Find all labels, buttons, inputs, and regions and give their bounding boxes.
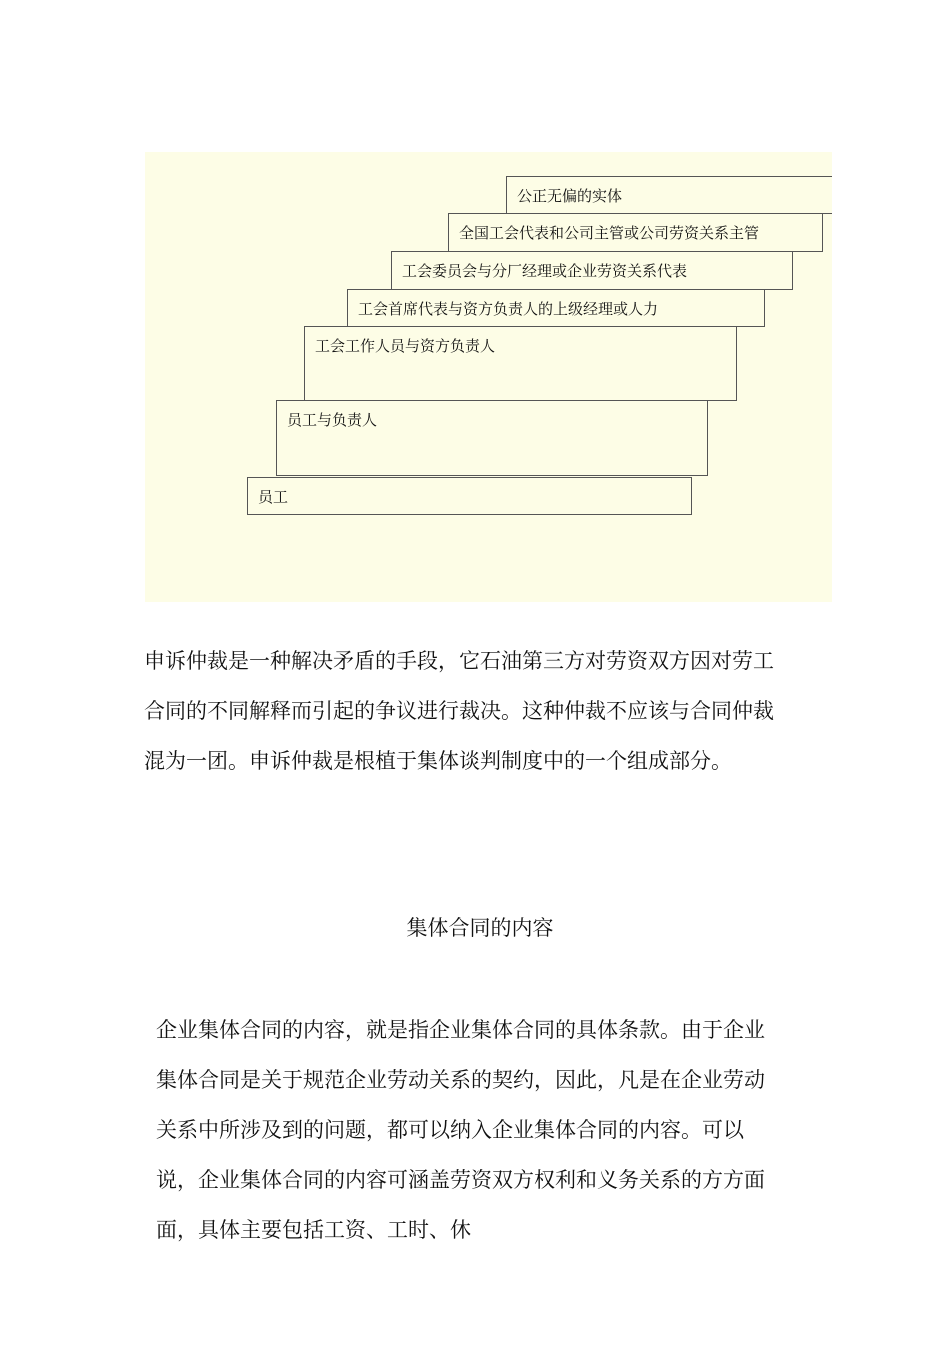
step-6: 全国工会代表和公司主管或公司劳资关系主管	[448, 213, 823, 252]
step-2: 员工与负责人	[276, 400, 708, 476]
step-7: 公正无偏的实体	[506, 176, 832, 214]
step-5: 工会委员会与分厂经理或企业劳资关系代表	[391, 251, 793, 290]
step-3: 工会工作人员与资方负责人	[304, 326, 737, 401]
paragraph-collective-contract: 企业集体合同的内容，就是指企业集体合同的具体条款。由于企业集体合同是关于规范企业劳动关系的契约，因此，凡是在企业劳动关系中所涉及到的问题，都可以纳入企业集体合同的内容。可以说，企业集体合同的内容可涵盖劳资双方权利和义务关系的方方面面，具体主要包括工资、工时、休	[156, 1018, 765, 1242]
step-4: 工会首席代表与资方负责人的上级经理或人力	[347, 289, 765, 327]
paragraph-grievance-arbitration: 申诉仲裁是一种解决矛盾的手段，它石油第三方对劳资双方因对劳工合同的不同解释而引起的争议进行裁决。这种仲裁不应该与合同仲裁混为一团。申诉仲裁是根植于集体谈判制度中的一个组成部分。	[144, 649, 774, 773]
section-heading: 集体合同的内容	[406, 916, 554, 940]
step-1: 员工	[247, 477, 692, 515]
grievance-steps-diagram	[145, 152, 832, 602]
